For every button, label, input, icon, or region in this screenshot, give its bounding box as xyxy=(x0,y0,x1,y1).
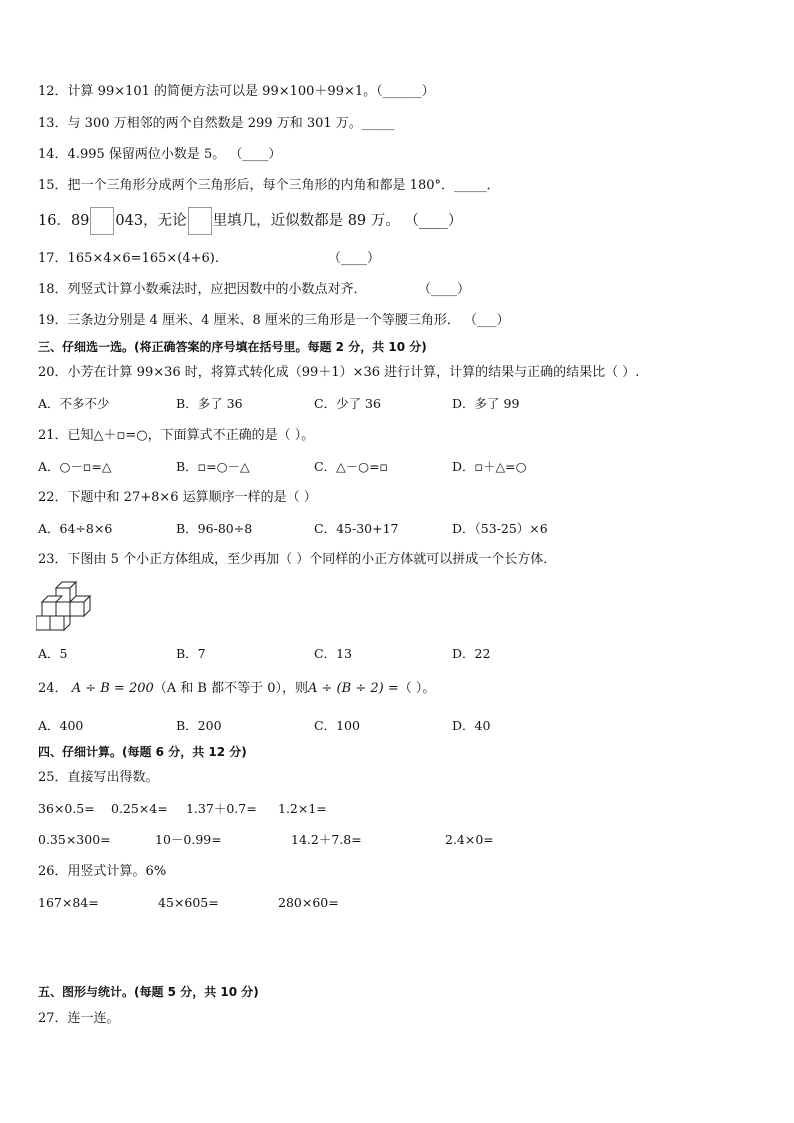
question-19: 19．三条边分别是 4 厘米、4 厘米、8 厘米的三角形是一个等腰三角形． （___） xyxy=(38,313,510,328)
question-20: 20．小芳在计算 99×36 时，将算式转化成（99＋1）×36 进行计算，计算的结果与正确的结果比（ ）. xyxy=(38,365,640,380)
blank-box xyxy=(188,207,212,235)
question-18-text: 18．列竖式计算小数乘法时，应把因数中的小数点对齐． xyxy=(38,282,367,297)
q22-option-c: C．45-30+17 xyxy=(314,521,399,536)
blank-box xyxy=(90,207,114,235)
question-25: 25．直接写出得数。 xyxy=(38,770,159,785)
question-15: 15．把一个三角形分成两个三角形后，每个三角形的内角和都是 180°．_____． xyxy=(38,178,500,193)
q24-option-b: B．200 xyxy=(176,718,222,733)
question-17-paren: （____） xyxy=(328,251,381,266)
question-16 xyxy=(38,207,462,235)
q25-item: 36×0.5= xyxy=(38,801,95,816)
q23-option-b: B．7 xyxy=(176,646,206,661)
q23-option-d: D．22 xyxy=(452,646,491,661)
question-24-number: 24． xyxy=(38,681,68,696)
q23-option-a: A．5 xyxy=(38,646,68,661)
q25-item: 0.35×300= xyxy=(38,832,111,847)
question-24-end: （ ）。 xyxy=(398,681,436,696)
q21-option-c: C．△－○=▫ xyxy=(314,459,389,474)
question-23: 23．下图由 5 个小正方体组成，至少再加（ ）个同样的小正方体就可以拼成一个长方体． xyxy=(38,552,557,567)
q25-item: 1.2×1= xyxy=(278,801,327,816)
question-17 xyxy=(38,251,381,267)
question-24 xyxy=(38,681,435,697)
question-18 xyxy=(38,282,471,298)
question-22: 22．下题中和 27+8×6 运算顺序一样的是（ ） xyxy=(38,490,317,505)
question-16-part-b: 043，无论 xyxy=(115,213,187,229)
question-16-part-a: 16．89 xyxy=(38,213,90,229)
q26-item: 167×84= xyxy=(38,895,99,910)
q20-option-c: C．少了 36 xyxy=(314,396,381,411)
q25-item: 1.37＋0.7= xyxy=(186,801,257,816)
question-24-middle: （A 和 B 都不等于 0），则 xyxy=(153,681,309,696)
q25-item: 14.2＋7.8= xyxy=(291,832,362,847)
question-16-part-c: 里填几，近似数都是 89 万。 （____） xyxy=(212,213,463,229)
q20-option-a: A．不多不少 xyxy=(38,396,110,411)
q22-option-a: A．64÷8×6 xyxy=(38,521,113,536)
question-26: 26．用竖式计算。6% xyxy=(38,864,167,879)
question-12: 12．计算 99×101 的简便方法可以是 99×100＋99×1。（______） xyxy=(38,84,435,99)
question-24-expression: A ÷ B = 200 xyxy=(71,681,154,696)
q20-option-b: B．多了 36 xyxy=(176,396,243,411)
question-24-expression-2: A ÷ (B ÷ 2) = xyxy=(308,681,399,696)
q25-item: 0.25×4= xyxy=(111,801,168,816)
question-21: 21．已知△＋▫=○，下面算式不正确的是（ ）。 xyxy=(38,428,315,443)
q24-option-c: C．100 xyxy=(314,718,360,733)
q25-item: 2.4×0= xyxy=(445,832,494,847)
q22-option-b: B．96-80÷8 xyxy=(176,521,253,536)
section-5-heading: 五、图形与统计。(每题 5 分，共 10 分) xyxy=(38,985,259,999)
q21-option-a: A．○－▫=△ xyxy=(38,459,112,474)
q20-option-d: D．多了 99 xyxy=(452,396,520,411)
q24-option-d: D．40 xyxy=(452,718,491,733)
question-18-paren: （____） xyxy=(418,282,471,297)
q24-option-a: A．400 xyxy=(38,718,84,733)
cube-figure xyxy=(36,580,102,632)
q21-option-b: B．▫=○－△ xyxy=(176,459,250,474)
q26-item: 280×60= xyxy=(278,895,339,910)
question-17-text: 17．165×4×6=165×(4+6). xyxy=(38,251,219,266)
q23-option-c: C．13 xyxy=(314,646,352,661)
section-3-heading: 三、仔细选一选。(将正确答案的序号填在括号里。每题 2 分，共 10 分) xyxy=(38,340,427,354)
question-13: 13．与 300 万相邻的两个自然数是 299 万和 301 万。_____ xyxy=(38,116,395,131)
q22-option-d: D．（53-25）×6 xyxy=(452,521,548,536)
q21-option-d: D．▫＋△=○ xyxy=(452,459,527,474)
q25-item: 10－0.99= xyxy=(155,832,222,847)
q26-item: 45×605= xyxy=(158,895,219,910)
question-27: 27．连一连。 xyxy=(38,1011,120,1026)
section-4-heading: 四、仔细计算。(每题 6 分，共 12 分) xyxy=(38,745,247,759)
question-14: 14．4.995 保留两位小数是 5。 （____） xyxy=(38,147,282,162)
